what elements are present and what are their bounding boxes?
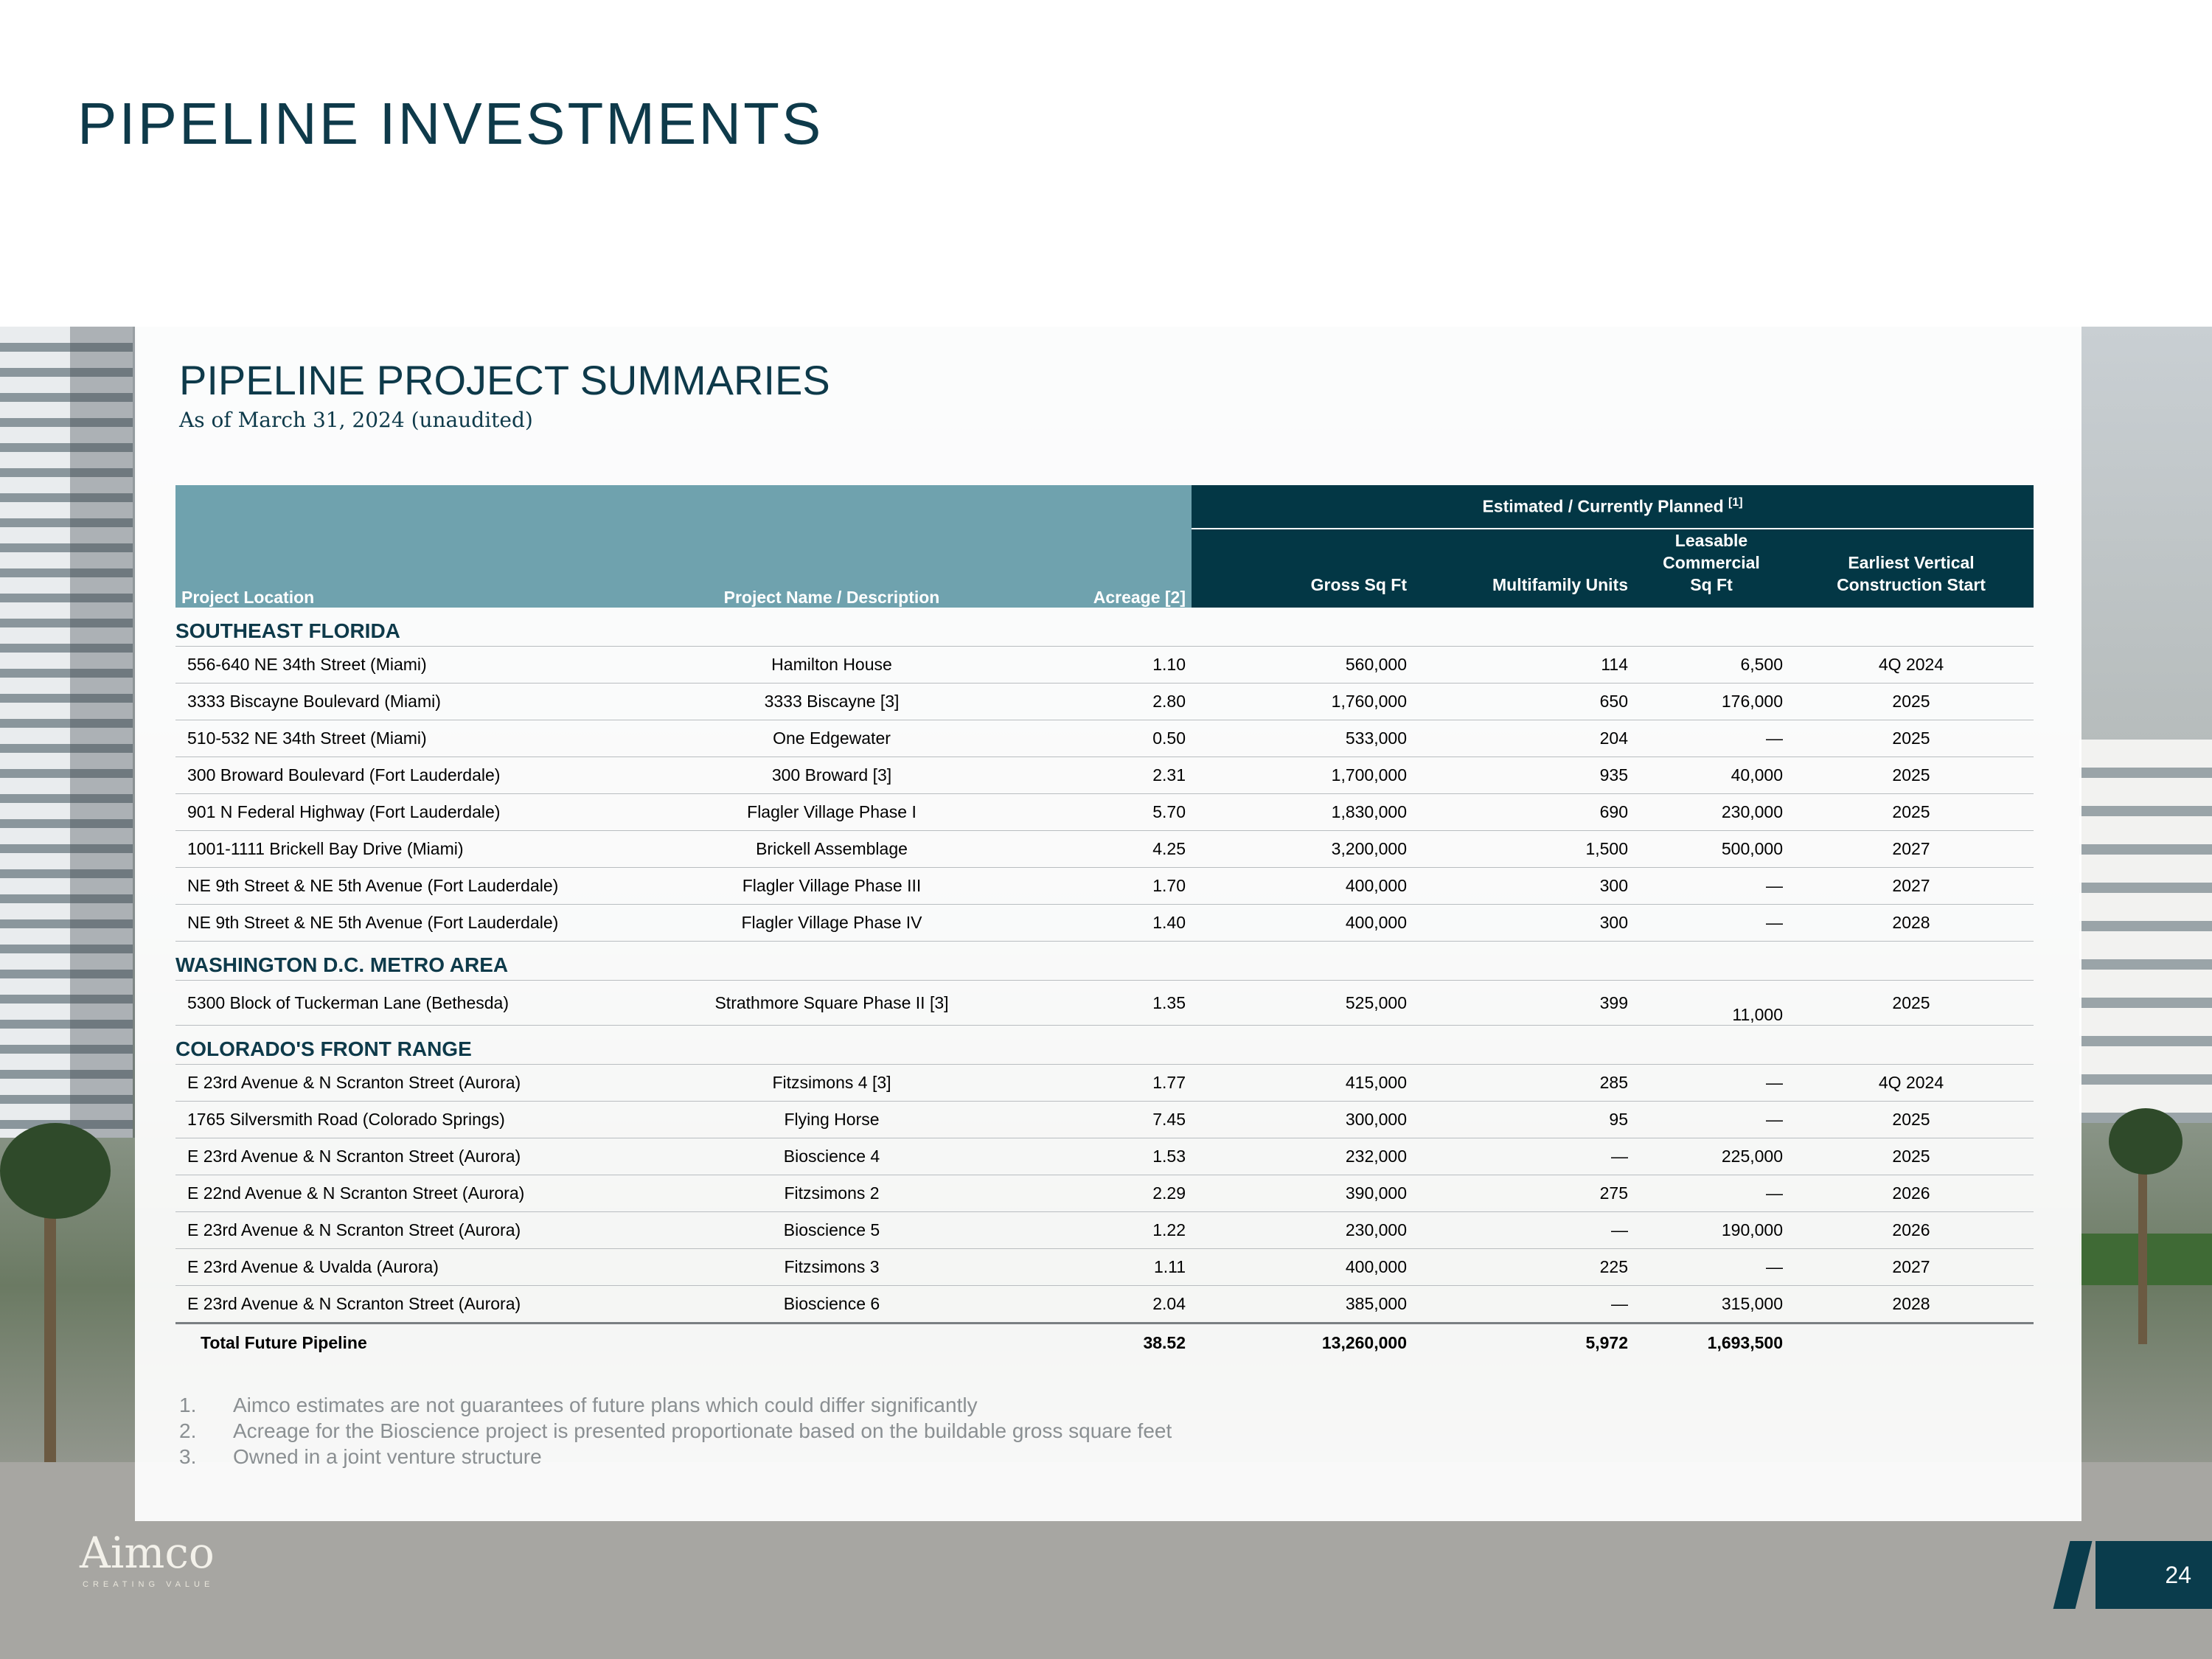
cell-gross: 3,200,000 (1192, 831, 1413, 868)
cell-location: E 22nd Avenue & N Scranton Street (Aurora) (175, 1175, 655, 1212)
footnote-ref: [1] (1728, 496, 1743, 509)
cell-commercial: — (1634, 1102, 1789, 1138)
section-title: PIPELINE PROJECT SUMMARIES (179, 357, 830, 403)
header-estimated-group: Estimated / Currently Planned [1] (1192, 485, 2034, 529)
cell-commercial: — (1634, 1249, 1789, 1286)
table-row (175, 905, 2034, 942)
cell-name: Bioscience 4 (655, 1138, 1009, 1175)
table-row (175, 1138, 2034, 1175)
page-title: PIPELINE INVESTMENTS (77, 91, 824, 156)
table-row (175, 1286, 2034, 1324)
cell-acreage: 1.40 (1009, 905, 1192, 942)
total-empty (1789, 1324, 2034, 1362)
cell-start: 2026 (1789, 1175, 2034, 1212)
cell-gross: 230,000 (1192, 1212, 1413, 1249)
cell-name: Flying Horse (655, 1102, 1009, 1138)
cell-location: 556-640 NE 34th Street (Miami) (175, 647, 655, 684)
cell-gross: 400,000 (1192, 868, 1413, 905)
total-acreage: 38.52 (1009, 1324, 1192, 1362)
cell-commercial: — (1634, 905, 1789, 942)
footnote: 2. Acreage for the Bioscience project is presented proportionate based on the buildable gross square feet (179, 1419, 1172, 1442)
cell-location: 1765 Silversmith Road (Colorado Springs) (175, 1102, 655, 1138)
cell-gross: 400,000 (1192, 1249, 1413, 1286)
cell-start: 2025 (1789, 720, 2034, 757)
cell-name: Brickell Assemblage (655, 831, 1009, 868)
cell-units: 285 (1413, 1065, 1634, 1102)
section-heading: WASHINGTON D.C. METRO AREA (175, 942, 2034, 981)
cell-location: E 23rd Avenue & Uvalda (Aurora) (175, 1249, 655, 1286)
cell-gross: 390,000 (1192, 1175, 1413, 1212)
section-row (175, 1026, 2034, 1065)
header-multifamily-units: Multifamily Units (1413, 529, 1634, 608)
table-row (175, 647, 2034, 684)
cell-name: One Edgewater (655, 720, 1009, 757)
cell-commercial: 40,000 (1634, 757, 1789, 794)
cell-commercial: 6,500 (1634, 647, 1789, 684)
cell-commercial: 190,000 (1634, 1212, 1789, 1249)
cell-location: E 23rd Avenue & N Scranton Street (Aurora) (175, 1286, 655, 1324)
cell-commercial: 230,000 (1634, 794, 1789, 831)
cell-commercial: 11,000 (1634, 981, 1789, 1026)
table-row (175, 868, 2034, 905)
table-row (175, 1102, 2034, 1138)
cell-commercial: — (1634, 1065, 1789, 1102)
cell-gross: 525,000 (1192, 981, 1413, 1026)
cell-units: 114 (1413, 647, 1634, 684)
cell-gross: 1,760,000 (1192, 684, 1413, 720)
cell-units: 690 (1413, 794, 1634, 831)
total-units: 5,972 (1413, 1324, 1634, 1362)
cell-gross: 1,700,000 (1192, 757, 1413, 794)
cell-units: 95 (1413, 1102, 1634, 1138)
cell-acreage: 2.04 (1009, 1286, 1192, 1324)
header-acreage: Acreage [2] (1009, 485, 1192, 608)
cell-start: 4Q 2024 (1789, 1065, 2034, 1102)
footnote: 3. Owned in a joint venture structure (179, 1445, 542, 1468)
cell-name: Flagler Village Phase IV (655, 905, 1009, 942)
cell-name: 3333 Biscayne [3] (655, 684, 1009, 720)
cell-acreage: 1.35 (1009, 981, 1192, 1026)
table-row (175, 684, 2034, 720)
logo-tagline: CREATING VALUE (83, 1580, 215, 1589)
page-number: 24 (2165, 1562, 2191, 1588)
cell-name: Fitzsimons 3 (655, 1249, 1009, 1286)
cell-units: — (1413, 1212, 1634, 1249)
cell-acreage: 1.22 (1009, 1212, 1192, 1249)
total-row (175, 1324, 2034, 1362)
cell-units: 300 (1413, 905, 1634, 942)
cell-location: 300 Broward Boulevard (Fort Lauderdale) (175, 757, 655, 794)
table-row (175, 831, 2034, 868)
cell-location: 3333 Biscayne Boulevard (Miami) (175, 684, 655, 720)
cell-commercial: — (1634, 1175, 1789, 1212)
cell-units: 935 (1413, 757, 1634, 794)
cell-location: 901 N Federal Highway (Fort Lauderdale) (175, 794, 655, 831)
table-row (175, 757, 2034, 794)
footnotes (179, 1392, 1172, 1470)
cell-start: 2025 (1789, 1138, 2034, 1175)
aimco-logo: Aimco (80, 1528, 215, 1578)
cell-gross: 400,000 (1192, 905, 1413, 942)
cell-start: 2025 (1789, 981, 2034, 1026)
cell-location: 5300 Block of Tuckerman Lane (Bethesda) (175, 981, 655, 1026)
cell-units: 650 (1413, 684, 1634, 720)
cell-location: NE 9th Street & NE 5th Avenue (Fort Lauderdale) (175, 868, 655, 905)
cell-acreage: 1.70 (1009, 868, 1192, 905)
cell-name: Bioscience 6 (655, 1286, 1009, 1324)
cell-start: 2027 (1789, 868, 2034, 905)
cell-acreage: 2.80 (1009, 684, 1192, 720)
cell-acreage: 1.77 (1009, 1065, 1192, 1102)
cell-acreage: 1.53 (1009, 1138, 1192, 1175)
total-commercial: 1,693,500 (1634, 1324, 1789, 1362)
cell-name: Strathmore Square Phase II [3] (655, 981, 1009, 1026)
cell-units: — (1413, 1138, 1634, 1175)
cell-units: 399 (1413, 981, 1634, 1026)
header-project-name: Project Name / Description (655, 485, 1009, 608)
cell-gross: 415,000 (1192, 1065, 1413, 1102)
cell-name: Bioscience 5 (655, 1212, 1009, 1249)
cell-gross: 1,830,000 (1192, 794, 1413, 831)
cell-acreage: 7.45 (1009, 1102, 1192, 1138)
cell-gross: 560,000 (1192, 647, 1413, 684)
header-project-location: Project Location (175, 485, 655, 608)
table-row (175, 1065, 2034, 1102)
section-heading: COLORADO'S FRONT RANGE (175, 1026, 2034, 1065)
cell-start: 2025 (1789, 1102, 2034, 1138)
cell-start: 2028 (1789, 905, 2034, 942)
cell-start: 2026 (1789, 1212, 2034, 1249)
cell-start: 2028 (1789, 1286, 2034, 1324)
cell-commercial: 315,000 (1634, 1286, 1789, 1324)
header-construction-start: Earliest Vertical Construction Start (1789, 529, 2034, 608)
section-row (175, 608, 2034, 647)
cell-gross: 232,000 (1192, 1138, 1413, 1175)
cell-gross: 300,000 (1192, 1102, 1413, 1138)
header-commercial-sq-ft: Leasable Commercial Sq Ft (1634, 529, 1789, 608)
cell-acreage: 0.50 (1009, 720, 1192, 757)
cell-acreage: 4.25 (1009, 831, 1192, 868)
cell-commercial: 176,000 (1634, 684, 1789, 720)
total-empty (655, 1324, 1009, 1362)
cell-name: Hamilton House (655, 647, 1009, 684)
cell-commercial: 500,000 (1634, 831, 1789, 868)
cell-start: 2027 (1789, 1249, 2034, 1286)
cell-name: 300 Broward [3] (655, 757, 1009, 794)
cell-commercial: 225,000 (1634, 1138, 1789, 1175)
cell-start: 2027 (1789, 831, 2034, 868)
cell-name: Fitzsimons 2 (655, 1175, 1009, 1212)
pipeline-table (175, 485, 2034, 1361)
cell-gross: 533,000 (1192, 720, 1413, 757)
total-gross: 13,260,000 (1192, 1324, 1413, 1362)
section-row (175, 942, 2034, 981)
cell-name: Flagler Village Phase III (655, 868, 1009, 905)
cell-units: 300 (1413, 868, 1634, 905)
cell-acreage: 2.31 (1009, 757, 1192, 794)
cell-name: Flagler Village Phase I (655, 794, 1009, 831)
table-row (175, 1175, 2034, 1212)
cell-units: 1,500 (1413, 831, 1634, 868)
cell-units: 225 (1413, 1249, 1634, 1286)
cell-units: 275 (1413, 1175, 1634, 1212)
cell-location: 510-532 NE 34th Street (Miami) (175, 720, 655, 757)
cell-units: 204 (1413, 720, 1634, 757)
cell-name: Fitzsimons 4 [3] (655, 1065, 1009, 1102)
header-gross-sq-ft: Gross Sq Ft (1192, 529, 1413, 608)
cell-commercial: — (1634, 868, 1789, 905)
cell-start: 2025 (1789, 757, 2034, 794)
cell-start: 4Q 2024 (1789, 647, 2034, 684)
cell-location: NE 9th Street & NE 5th Avenue (Fort Lauderdale) (175, 905, 655, 942)
table-row (175, 794, 2034, 831)
cell-units: — (1413, 1286, 1634, 1324)
cell-commercial: — (1634, 720, 1789, 757)
cell-acreage: 2.29 (1009, 1175, 1192, 1212)
cell-acreage: 5.70 (1009, 794, 1192, 831)
cell-location: E 23rd Avenue & N Scranton Street (Aurora) (175, 1212, 655, 1249)
cell-gross: 385,000 (1192, 1286, 1413, 1324)
cell-acreage: 1.10 (1009, 647, 1192, 684)
footnote: 1. Aimco estimates are not guarantees of future plans which could differ significantly (179, 1394, 978, 1416)
as-of-date: As of March 31, 2024 (unaudited) (179, 408, 533, 432)
cell-start: 2025 (1789, 684, 2034, 720)
section-heading: SOUTHEAST FLORIDA (175, 608, 2034, 647)
cell-start: 2025 (1789, 794, 2034, 831)
cell-location: 1001-1111 Brickell Bay Drive (Miami) (175, 831, 655, 868)
cell-location: E 23rd Avenue & N Scranton Street (Aurora) (175, 1065, 655, 1102)
table-row (175, 1249, 2034, 1286)
table-row (175, 720, 2034, 757)
cell-acreage: 1.11 (1009, 1249, 1192, 1286)
table-row (175, 981, 2034, 1026)
total-label: Total Future Pipeline (175, 1324, 655, 1362)
cell-location: E 23rd Avenue & N Scranton Street (Aurora) (175, 1138, 655, 1175)
table-row (175, 1212, 2034, 1249)
